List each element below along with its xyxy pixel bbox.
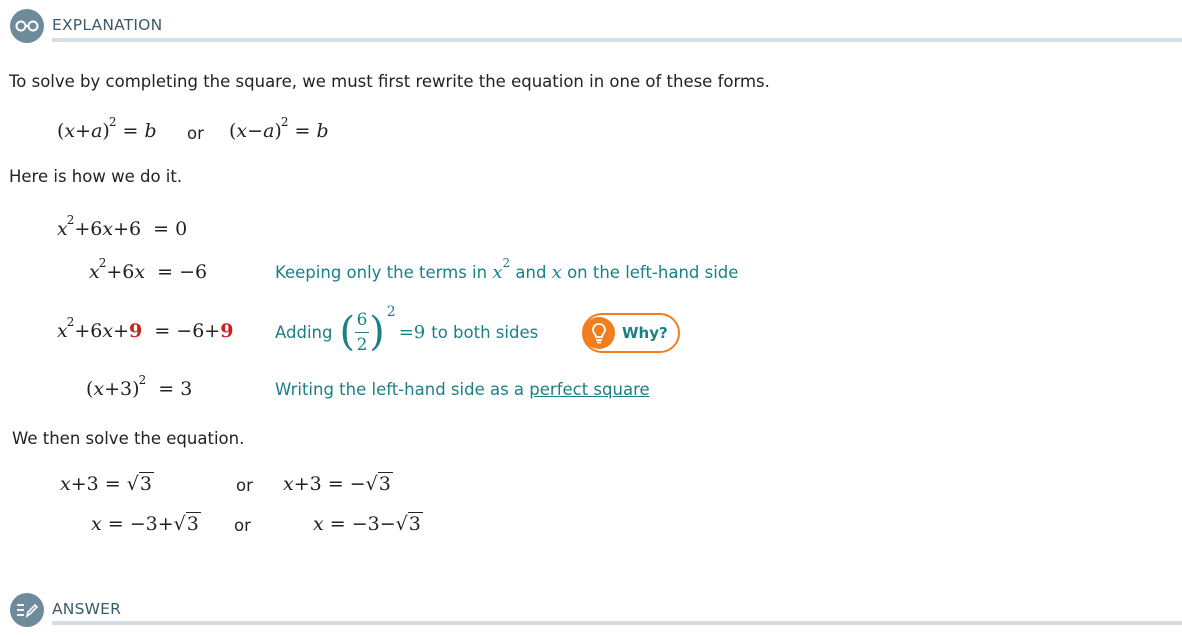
step3-equation: $x^2+6x+9 = -6+9$ [57, 315, 234, 342]
how-text: Here is how we do it. [9, 167, 183, 186]
step3-note: Adding ( $\frac{6}{2}$ ) 2 =9 to both sides [275, 303, 539, 355]
then-text: We then solve the equation. [12, 429, 245, 448]
why-button[interactable] [582, 313, 680, 353]
solution-1a: x+3 = √ 3 [60, 473, 152, 495]
perfect-square-link[interactable]: perfect square [529, 380, 650, 399]
answer-icon [10, 593, 44, 627]
explanation-header: EXPLANATION [52, 16, 163, 34]
explanation-icon [10, 9, 44, 43]
step3-fraction: $\frac{6}{2}$ [356, 309, 368, 355]
step2-note: Keeping only the terms in $x^2$ and x on the left-hand side [275, 256, 739, 283]
step3-fraction-group: ( $\frac{6}{2}$ ) 2 [339, 303, 396, 355]
solution-1b: x+3 = − √ 3 [283, 473, 391, 495]
step3-value: 9 [413, 321, 426, 343]
step4-note-text: Writing the left-hand side as a [275, 380, 525, 399]
answer-rule [52, 621, 1182, 625]
form-minus: $(x-a)^2 = b$ [229, 115, 329, 142]
intro-text: To solve by completing the square, we must first rewrite the equation in one of these forms. [9, 72, 770, 91]
solution-or-1: or [236, 476, 253, 495]
step2-note-a: Keeping only the terms in [275, 263, 488, 282]
step2-note-c: on the left-hand side [567, 263, 739, 282]
step1-equation: $x^2+6x+6 = 0$ [57, 213, 188, 240]
forms-or: or [187, 124, 204, 143]
form-plus: $(x+a)^2 = b$ [57, 115, 157, 142]
step3-note-b: to both sides [431, 322, 539, 342]
lightbulb-icon [583, 317, 615, 349]
solution-2b: x = −3− √ 3 [313, 513, 421, 535]
why-label: Why? [622, 324, 668, 342]
step3-power: 2 [386, 303, 396, 320]
explanation-rule [52, 38, 1182, 42]
step2-equation: $x^2+6x = -6$ [89, 256, 208, 283]
step2-note-b: and [515, 263, 547, 282]
solution-2a: x = −3+ √ 3 [91, 513, 199, 535]
solution-or-2: or [234, 516, 251, 535]
step4-equation: $(x+3)^2 = 3$ [86, 373, 193, 400]
step4-note [275, 380, 650, 399]
step3-note-a: Adding [275, 322, 333, 342]
answer-header: ANSWER [52, 600, 122, 618]
